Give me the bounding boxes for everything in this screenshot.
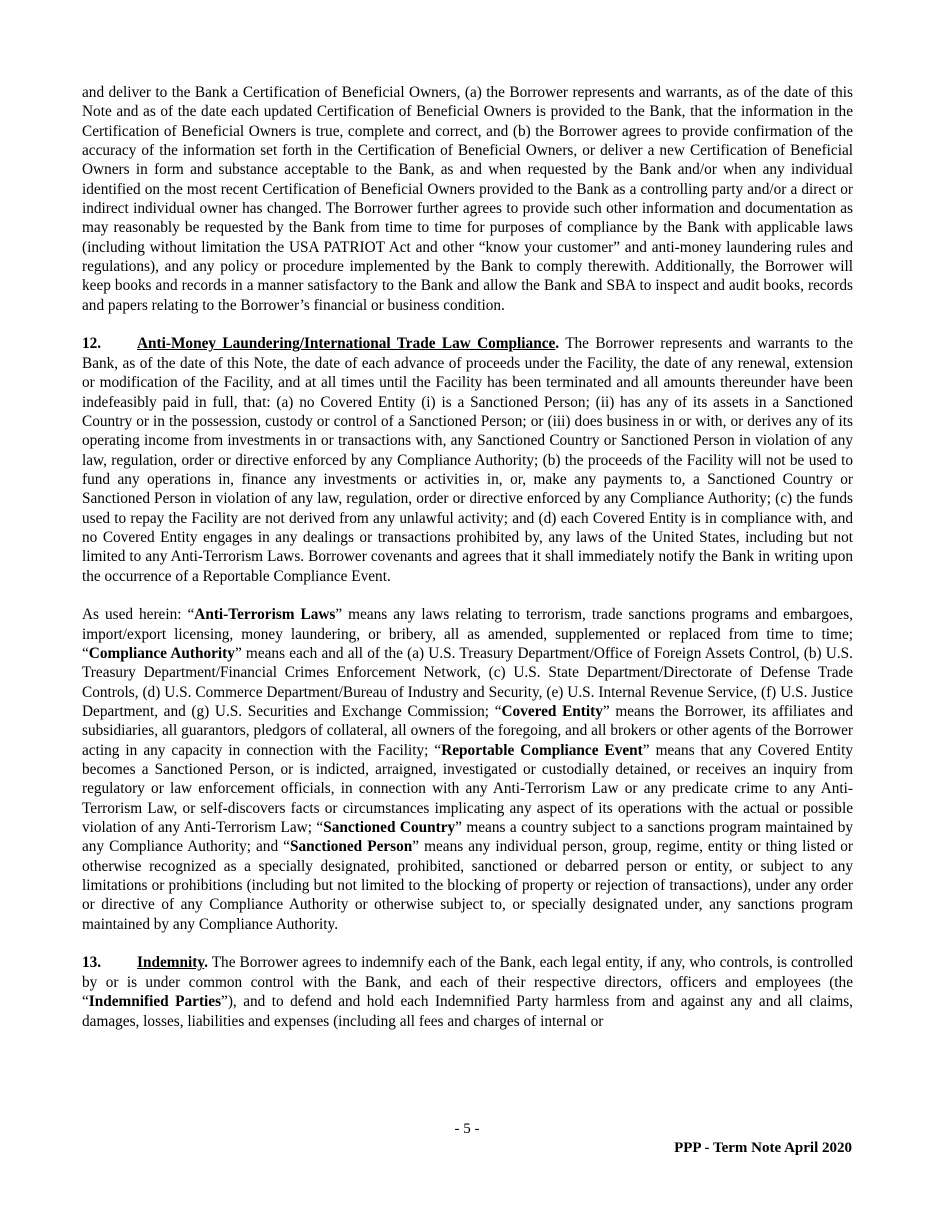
section-title: Indemnity (137, 954, 205, 972)
defined-term-anti-terrorism-laws: Anti-Terrorism Laws (194, 606, 336, 624)
definition-text: As used herein: “ (82, 606, 195, 624)
page-number-text: - 5 - (454, 1121, 480, 1137)
defined-term-sanctioned-country: Sanctioned Country (323, 819, 456, 837)
footer-document-label: PPP - Term Note April 2020 (674, 1140, 852, 1156)
defined-term-reportable-compliance-event: Reportable Compliance Event (441, 741, 643, 759)
defined-term-sanctioned-person: Sanctioned Person (289, 838, 413, 856)
section-13-indemnity (82, 953, 853, 1030)
section-body: ”), and to defend and hold each Indemnified Party harmless from and against any and all claims, damages, losses, liabilities and expenses (including all fees and charges of internal or (82, 993, 854, 1030)
section-title-period: . (204, 954, 208, 972)
definition-text: ” means each and all of the (a) U.S. Treasury Department/Office of Foreign Assets Control, (b) U.S. Treasury Department/Financial Crimes Enforcement Network, (c) U.S. State Department/Directorate of Defense Trade Controls, (d) U.S. Commerce Department/Bureau of Industry and Security, (e) U.S. Internal Revenue Service, (f) U.S. Justice Department, and (g) U.S. Securities and Exchange Commission; “ (82, 644, 853, 720)
section-body: The Borrower agrees to indemnify each of the Bank, each legal entity, if any, who controls, is controlled by or is under common control with the Bank, and each of their respective directors, officers and employees (the “ (82, 954, 853, 1011)
section-12-anti-money-laundering (82, 334, 853, 585)
definitions-paragraph (82, 605, 853, 934)
section-title: Anti-Money Laundering/International Trade Law Compliance (137, 335, 556, 353)
document-page (82, 83, 853, 1031)
page-number (0, 1121, 934, 1138)
section-number: 12. (82, 335, 102, 353)
definition-text: ” means the Borrower, its affiliates and subsidiaries, all guarantors, pledgors of collateral, all owners of the foregoing, and all brokers or other agents of the Borrower acting in any capacity in connection with the Facility; “ (82, 703, 853, 759)
definition-text: ” means a country subject to a sanctions program maintained by any Compliance Authority; and “ (82, 819, 853, 856)
beneficial-owners-paragraph (82, 83, 853, 315)
definition-text: ” means that any Covered Entity becomes a Sanctioned Person, or is indicted, arraigned, investigated or custodially detained, or receives an inquiry from regulatory or law enforcement officials, in connection with any Anti-Terrorism Law or any predicate crime to any Anti-Terrorism Law, or self-discovers facts or circumstances implicating any aspect of its operations with the actual or possible violation of any Anti-Terrorism Law; “ (82, 741, 853, 837)
definition-text: ” means any individual person, group, regime, entity or thing listed or otherwise recognized as a specially designated, prohibited, sanctioned or debarred person or entity, or subject to any limitations or prohibitions (including but not limited to the blocking of property or rejection of transactions), under any order or directive of any Compliance Authority or otherwise subject to, or specially designated under, any sanctions program maintained by any Compliance Authority. (82, 838, 854, 933)
defined-term-covered-entity: Covered Entity (501, 703, 603, 720)
definition-text: ” means any laws relating to terrorism, trade sanctions programs and embargoes, import/export licensing, money laundering, or bribery, all as amended, supplemented or replaced from time to time; “ (82, 606, 853, 662)
paragraph-text: and deliver to the Bank a Certification of Beneficial Owners, (a) the Borrower represents and warrants, as of the date of this Note and as of the date each updated Certification of Beneficial Owners is provided to the Bank, that the information in the Certification of Beneficial Owners is true, complete and correct, and (b) the Borrower agrees to provide confirmation of the accuracy of the information set forth in the Certification of Beneficial Owners, or deliver a new Certification of Beneficial Owners in form and substance acceptable to the Bank, as and when requested by the Bank and/or when any individual identified on the most recent Certification of Beneficial Owners provided to the Bank as a controlling party and/or a direct or indirect individual owner has changed. The Borrower further agrees to provide such other information and documentation as may reasonably be requested by the Bank from time to time for purposes of compliance by the Bank with applicable laws (including without limitation the USA PATRIOT Act and other “know your customer” and anti-money laundering rules and regulations), and any policy or procedure implemented by the Bank to comply therewith. Additionally, the Borrower will keep books and records in a manner satisfactory to the Bank and allow the Bank and SBA to inspect and audit books, records and papers relating to the Borrower’s financial or business condition. (82, 84, 853, 314)
section-title-period: . (555, 335, 560, 353)
section-body: The Borrower represents and warrants to the Bank, as of the date of this Note, the date of each advance of proceeds under the Facility, the date of any renewal, extension or modification of the Facility, and at all times until the Facility has been terminated and all amounts thereunder have been indefeasibly paid in full, that: (a) no Covered Entity (i) is a Sanctioned Person; (ii) has any of its assets in a Sanctioned Country or in the possession, custody or control of a Sanctioned Person; or (iii) does business in or with, or derives any of its operating income from investments in or transactions with, any Sanctioned Country or Sanctioned Person in violation of any law, regulation, order or directive enforced by any Compliance Authority; (b) the proceeds of the Facility will not be used to fund any operations in, finance any investments or activities in, or, make any payments to, a Sanctioned Country or Sanctioned Person in violation of any law, regulation, order or directive enforced by any Compliance Authority; (c) the funds used to repay the Facility are not derived from any unlawful activity; and (d) each Covered Entity is in compliance with, and no Covered Entity engages in any dealings or transactions prohibited by, any laws of the United States, including but not limited to any Anti-Terrorism Laws. Borrower covenants and agrees that it shall immediately notify the Bank in writing upon the occurrence of a Reportable Compliance Event. (82, 335, 853, 585)
section-number: 13. (82, 954, 102, 972)
defined-term-compliance-authority: Compliance Authority (88, 644, 235, 662)
defined-term-indemnified-parties: Indemnified Parties (88, 993, 222, 1011)
